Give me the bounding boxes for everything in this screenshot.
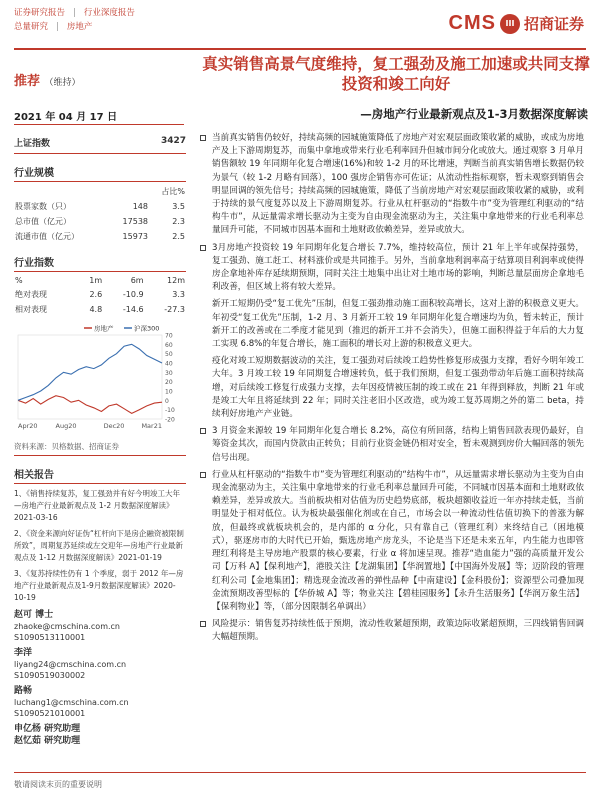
scale-header: 占比% [161,187,185,196]
analyst-name: 赵可 博士 [14,610,54,620]
scale-value: 15973 [122,232,148,241]
series-line-hs300 [18,344,162,400]
cms-logo [449,12,584,35]
related-item[interactable]: 2、《资金来源向好证伪“杠杆向下是房企融资被限制所致”，周期复苏延续或左交迎年—房地产行业最新观点及 1-12 月数据深度解读》2021-01-19 [14,529,184,562]
analyst-email[interactable]: liyang24@cmschina.com.cn [14,660,127,669]
body-paragraph-4 [198,355,584,421]
report-sector: 房地产 [66,22,93,32]
perf-value: -27.3 [164,305,185,314]
y-tick-label: 70 [165,332,173,340]
header-tags: 证券研究报告 | 行业深度报告 总量研究 | 房地产 [14,8,135,32]
y-tick-label: 60 [165,341,173,349]
date-divider [14,124,184,125]
footer-note: 敬请阅读末页的重要说明 [14,772,586,790]
perf-col: 6m [130,276,144,285]
body-text: 新开工短期仍受“复工优先”压制，但复工强劲推动施工面积较高增长，这对上游的积极意义更大。年初受“复工优先”压制，1-2 月、3 月新开工较 19 年同期年化复合增速均为负，暂未转正，预计新开工的改善或在二季度才能见到（推迟的新开工并不会消失），但施工面积得益于年后的大力复工实现 6.8%的年复合增长，施工面积的增长对上游的积极意义更大。 [212,299,584,350]
perf-table [14,274,186,317]
y-tick-label: 20 [165,379,173,387]
rating-note: （维持） [44,78,81,88]
perf-value: -14.6 [122,305,144,314]
table-row [14,229,186,244]
analyst-cert: S1090521010001 [14,709,86,718]
perf-value: -10.9 [122,290,144,299]
body-paragraph-3 [198,298,584,351]
y-tick-label: 40 [165,360,173,368]
chart-source: 资料来源：贝格数据、招商证券 [14,441,186,456]
scale-table [14,184,186,244]
body-bullet-5 [198,425,584,465]
perf-col: 12m [167,276,185,285]
perf-value: 3.3 [172,290,185,299]
x-tick-label: Apr20 [18,422,38,430]
assistant-name: 申亿杨 研究助理 [14,724,81,734]
index-label: 上证指数 [14,139,51,149]
perf-name: 绝对表现 [15,290,47,299]
report-series: 行业深度报告 [83,8,135,18]
related-item[interactable]: 1、《销售持续复苏，复工强劲并有好今明竣工大年—房地产行业最新观点及 1-2 月数据深度解读》2021-03-16 [14,489,181,522]
scale-name: 流通市值（亿元） [15,232,79,241]
body-bullet-2 [198,242,584,295]
y-tick-label: 0 [165,397,169,405]
bullet-square-icon [200,472,206,478]
report-type: 证券研究报告 [14,8,66,18]
related-list [14,488,186,604]
scale-name: 股票家数（只） [15,202,71,211]
assistant-name: 赵忆茹 研究助理 [14,736,81,746]
bullet-square-icon [200,245,206,251]
x-tick-label: Mar21 [141,422,162,430]
series-line-realestate [18,396,162,414]
report-body [198,132,584,649]
analyst-name: 路畅 [14,686,33,696]
analyst-cert: S1090519030002 [14,671,86,680]
body-text: 3 月资金来源较 19 年同期年化复合增长 8.2%，高位有所回落，结构上销售回款表现仍最好，自筹资金其次，而国内贷款由正转负；目前行业资金链仍相对安全，暂未观测到房价大幅回落的领先信号出现。 [212,426,584,463]
report-date: 2021 年 04 月 17 日 [14,112,118,123]
y-tick-label: 50 [165,351,173,359]
rating [14,70,81,89]
related-item[interactable]: 3、《复苏持续性仍有 1 个季度，弱于 2012 年—房地产行业最新观点及1-9月数据深度解读》2020-10-19 [14,569,184,602]
related-title: 相关报告 [14,466,186,484]
scale-value: 17538 [122,217,148,226]
bullet-square-icon [200,135,206,141]
logo-badge-icon: III [500,14,520,34]
legend-label: 沪深300 [134,324,160,333]
analyst-list [14,610,186,747]
analyst-name: 李洋 [14,648,33,658]
body-text: 疫化对竣工短期数据波动的关注，复工强劲对后续竣工趋势性修复形成强力支撑，看好今明年竣工大年。3 月竣工较 19 年同期复合增速转负，低于我们预期，但复工强劲带动年后施工面积持续高增，对后续竣工修复行成强力支撑，去年因疫情被压制的竣工或在 21 年得到释放，判断 21 年或是竣工大年且将延续到 22 年；同时关注老旧小区改造，或为竣工复苏周期之外的第二 beta，持续利好房地产产业链。 [212,356,584,420]
scale-pct: 3.5 [172,202,185,211]
logo-text: CMS [448,12,496,34]
header-divider [14,48,586,50]
bullet-square-icon [200,621,206,627]
scale-name: 总市值（亿元） [15,217,71,226]
table-row [14,287,186,302]
x-tick-label: Dec20 [103,422,125,430]
table-header [14,274,186,287]
table-row [14,199,186,214]
report-title: 真实销售高景气度维持，复工强劲及施工加速或共同支撑投资和竣工向好 [202,55,590,93]
report-subtitle: —房地产行业最新观点及1-3月数据深度解读 [360,107,588,121]
scale-pct: 2.3 [172,217,185,226]
body-bullet-6 [198,469,584,614]
perf-title: 行业指数 [14,254,186,272]
index-chart-svg [14,321,186,439]
y-tick-label: -10 [165,407,175,415]
index-value: 3427 [160,136,186,146]
table-row [14,302,186,317]
perf-value: 4.8 [89,305,103,314]
body-text: 3月房地产投资较 19 年同期年化复合增长 7.7%，维持较高位，预计 21 年上半年或保持强势，复工强劲、施工赶工、材料涨价或是共同推手。另外，当前拿地利润率高于结算项目利润率或使得房企拿地补库存延续期预期，同时关注土地集中出让对土地市场的影响，判断总量层面房企拿地毛利改善，但区域上将有较大差异。 [212,242,584,293]
sidebar [14,132,186,747]
analyst-cert: S1090513110001 [14,633,86,642]
scale-title: 行业规模 [14,164,186,182]
body-text: 当前真实销售仍较好，持续高频的园城施策降低了房地产对宏观层面政策收紧的威胁，或成为房地产及上下游周期复苏，而集中拿地或带来行业毛利率回升但城市间分化或放大。通过观察 3 月单月销售额较 19 年同期年化复合增速(16%)和较 1-2 月的环比增速，判断当前真实销售增长数据仍较为景气（较 1-2 月略有回落），100 强房企销售亦可佐证；从流动性指标观察，暂未观察到销售会明显回调的领先信号；持续高频的园城施策，降低了当前房地产对宏观层面政策收紧的威胁，或利于持续的景气度复苏以及上下游周期复苏。行业从杠杆驱动的“指数牛市”变为管理红利驱动的“结构牛市”，从远量需求增长驱动为主变为自由现金流驱动为主，关注集中拿地带来的行业毛利率总量回升可能，不同城市因基本面和土地财政依赖差异，差异或放大。 [212,133,584,236]
body-text: 行业从杠杆驱动的“指数牛市”变为管理红利驱动的“结构牛市”，从远量需求增长驱动为主变为自由现金流驱动为主，关注集中拿地带来的行业毛利率总量回升可能，不同城市因基本面和土地财政依赖差异，差异或放大。当前板块相对估值为历史趋势底部，板块超额收益近一年亦持续走低，当前明显处于相对低位。认为板块最强催化剂或在自己，市场会以一种流动性估值切换下的普涨为解放，但最终或就板块机会的，是内部的 α 分化，只有靠自己（管理红利）来终结自己（困地模式），驱逐房市的大时代已开始，甄选房地产房龙头，不论是当下还是未来五年，内生能力也即管理红利将是主导房地产股票的核心要素，行业 α 将加速呈现。推荐“造血能力”强的高质量开发公司【万科 A】【保利地产】，港股关注【龙湖集团】【华润置地】【中国海外发展】等；迈阶段的管理红利公司【金地集团】；精选现金流改善的弹性品种【中南建设】【金科股份】；资源型公司叠加现金流预期改善型标的【华侨城 A】等；物业关注【碧桂园服务】【永升生活服务】【华润万象生活】【保利物业】等，（部分因限制名单调出） [212,469,584,612]
y-tick-label: -20 [165,416,175,424]
body-bullet-7 [198,618,584,644]
scale-pct: 2.5 [172,232,185,241]
perf-col: % [15,276,23,285]
body-text: 风险提示：销售复苏持续性低于预期，流动性收紧超预期，政策边际收紧超预期，三四线销售回调大幅超预期。 [212,619,584,643]
y-tick-label: 30 [165,369,173,377]
bullet-square-icon [200,428,206,434]
index-row [14,132,186,154]
scale-value: 148 [132,202,148,211]
legend-label: 房地产 [94,324,114,333]
logo-cn: 招商证券 [523,15,584,33]
analyst-email[interactable]: zhaoke@cmschina.com.cn [14,622,120,631]
perf-value: 2.6 [89,290,103,299]
perf-col: 1m [89,276,103,285]
body-bullet-1 [198,132,584,238]
perf-name: 相对表现 [15,305,47,314]
analyst-email[interactable]: luchang1@cmschina.com.cn [14,698,129,707]
index-chart [14,321,186,439]
report-category: 总量研究 [14,22,49,32]
x-tick-label: Aug20 [55,422,77,430]
rating-label: 推荐 [14,74,41,89]
table-row [14,214,186,229]
y-tick-label: 10 [165,388,173,396]
